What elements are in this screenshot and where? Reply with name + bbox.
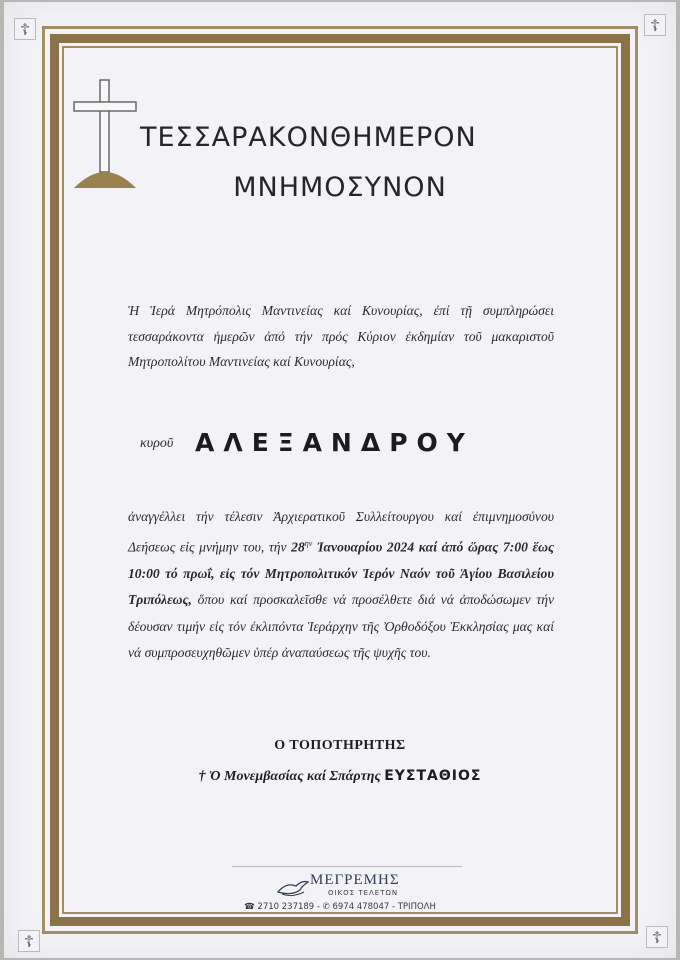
notice-title-line1: ΤΕΣΣΑΡΑΚΟΝΘΗΜΕΡΟΝ [140,122,477,153]
funeral-home-logo [276,872,426,902]
signature-line [0,768,680,785]
contact-info: ☎ 2710 237189 - ✆ 6974 478047 - ΤΡΙΠΟΛΗ [244,902,436,912]
corner-cross-icon: ☦ [646,926,668,948]
corner-cross-icon: ☦ [14,18,36,40]
company-name: ΜΕΓΡΕΜΗΣ [310,872,400,888]
honorific-label: κυροῦ [140,436,174,451]
announcement-paragraph [128,504,554,667]
announcement-date-location: Ἰανουαρίου 2024 καί ἀπό ὥρας 7:00 ἕως 10:00 τό πρωΐ, εἰς τόν Μητροπολιτικόν Ἱερόν Ναόν τοῦ Ἁγίου Βασιλείου Τριπόλεως, [128,539,554,608]
company-subtitle: ΟΙΚΟΣ ΤΕΛΕΤΩΝ [328,889,399,897]
signature-prefix: † Ὁ Μονεμβασίας καί Σπάρτης [198,769,381,784]
deceased-name: ΑΛΕΞΑΝΔΡΟΥ [195,428,474,457]
corner-cross-icon: ☦ [18,930,40,952]
announcement-day-suffix: ην [304,538,313,548]
cross-icon [70,78,140,190]
corner-cross-icon: ☦ [644,14,666,36]
signature-role: Ο ΤΟΠΟΤΗΡΗΤΗΣ [274,738,406,753]
footer-divider [232,866,462,867]
signature-name: ΕΥΣΤΑΘΙΟΣ [384,768,482,784]
announcement-invitation: ὅπου καί προσκαλεῖσθε νά προσέλθετε διά νά ἀποδώσωμεν τήν δέουσαν τιμήν εἰς τόν ἐκλιπόντα Ἱεράρχην τῆς Ὀρθοδόξου Ἐκκλησίας μας καί νά συμπροσευχηθῶμεν ὑπέρ ἀναπαύσεως τῆς ψυχῆς του. [128,592,554,661]
announcement-day: 28 [291,539,305,555]
intro-paragraph: Ἡ Ἱερά Μητρόπολις Μαντινείας καί Κυνουρίας, ἐπί τῇ συμπληρώσει τεσσαράκοντα ἡμερῶν ἀπό τήν πρός Κύριον ἐκδημίαν τοῦ μακαριστοῦ Μητροπολίτου Μαντινείας καί Κυνουρίας, [128,303,554,369]
notice-title-line2: ΜΝΗΜΟΣΥΝΟΝ [233,172,447,203]
dove-icon [276,876,310,898]
announcement-text: ἀναγγέλλει τήν τέλεσιν Ἀρχιερατικοῦ Συλλείτουργου καί ἐπιμνημοσύνου Δεήσεως εἰς μνήμην του, τήν [128,509,554,555]
